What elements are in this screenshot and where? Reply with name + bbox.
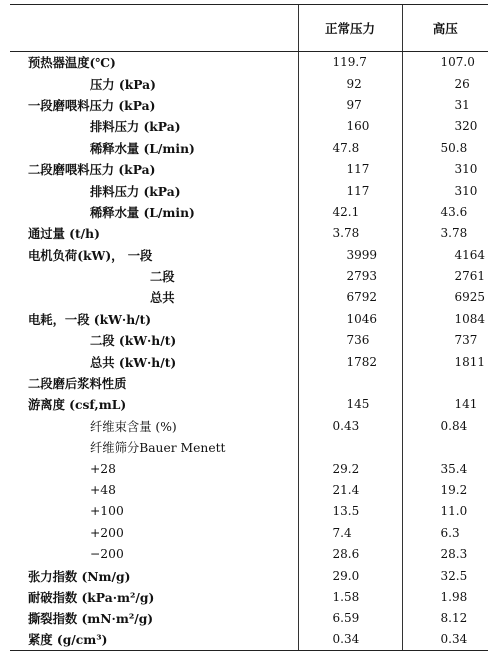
row-label-text: 排料压力 (kPa) [90, 119, 181, 135]
value-normal [298, 372, 402, 393]
header-row [10, 5, 488, 52]
value-high: 50.8 [402, 137, 488, 158]
value-normal: 0.34 [298, 629, 402, 650]
table-row [10, 415, 488, 436]
table-row [10, 265, 488, 286]
value-normal: 6.59 [298, 608, 402, 629]
value-high: 28.3 [402, 543, 488, 564]
value-high: 26 [402, 73, 488, 94]
row-label-text: +28 [90, 461, 116, 476]
table-row [10, 52, 488, 73]
row-label [10, 201, 298, 222]
row-label-text: 纤维束含量 (%) [90, 419, 177, 434]
row-label [10, 543, 298, 564]
value-normal: 1782 [298, 351, 402, 372]
table-row [10, 543, 488, 564]
value-high: 107.0 [402, 52, 488, 73]
value-high: 8.12 [402, 608, 488, 629]
value-high: 737 [402, 330, 488, 351]
row-label [10, 608, 298, 629]
value-high: 43.6 [402, 201, 488, 222]
table-row [10, 437, 488, 458]
value-normal: 13.5 [298, 501, 402, 522]
value-normal: 1046 [298, 308, 402, 329]
row-label-text: 二段磨后浆料性质 [28, 376, 127, 392]
row-label-text: 二段磨喂料压力 (kPa) [28, 162, 156, 178]
value-normal: 29.0 [298, 565, 402, 586]
value-normal: 21.4 [298, 479, 402, 500]
table-header [10, 5, 488, 52]
row-label [10, 437, 298, 458]
row-label [10, 586, 298, 607]
row-label [10, 501, 298, 522]
value-normal: 42.1 [298, 201, 402, 222]
value-high [402, 437, 488, 458]
table-row [10, 137, 488, 158]
table-row [10, 158, 488, 179]
row-label-text: 电机负荷(kW)， 一段 [28, 247, 153, 263]
value-high: 6925 [402, 287, 488, 308]
row-label [10, 479, 298, 500]
value-high: 2761 [402, 265, 488, 286]
row-label-text: 一段磨喂料压力 (kPa) [28, 97, 156, 113]
row-label-text: 总共 [150, 290, 175, 306]
value-normal: 2793 [298, 265, 402, 286]
row-label-text: 游离度 (csf,mL) [28, 397, 127, 413]
table-row [10, 244, 488, 265]
row-label [10, 565, 298, 586]
row-label [10, 116, 298, 137]
table-row [10, 330, 488, 351]
value-high: 310 [402, 180, 488, 201]
row-label [10, 287, 298, 308]
table-row [10, 586, 488, 607]
table-row [10, 180, 488, 201]
value-normal: 160 [298, 116, 402, 137]
row-label [10, 73, 298, 94]
header-normal-pressure: 正常压力 [298, 5, 402, 52]
value-high: 0.34 [402, 629, 488, 650]
value-normal: 117 [298, 158, 402, 179]
table-row [10, 308, 488, 329]
value-normal: 3.78 [298, 223, 402, 244]
row-label [10, 244, 298, 265]
value-normal: 119.7 [298, 52, 402, 73]
value-high: 11.0 [402, 501, 488, 522]
table-row [10, 522, 488, 543]
header-high-pressure: 高压 [402, 5, 488, 52]
table-row [10, 73, 488, 94]
row-label-text: +48 [90, 483, 116, 497]
comparison-table [10, 4, 488, 651]
row-label [10, 458, 298, 479]
value-high: 6.3 [402, 522, 488, 543]
row-label-text: 纤维筛分Bauer Menett [90, 441, 226, 456]
value-high: 1084 [402, 308, 488, 329]
value-high: 1811 [402, 351, 488, 372]
row-label-text: 预热器温度(℃) [28, 55, 116, 71]
row-label [10, 223, 298, 244]
table-row [10, 287, 488, 308]
value-high: 3.78 [402, 223, 488, 244]
table-row [10, 94, 488, 115]
row-label [10, 52, 298, 73]
table-row [10, 372, 488, 393]
value-normal: 117 [298, 180, 402, 201]
row-label [10, 94, 298, 115]
value-high: 310 [402, 158, 488, 179]
value-high [402, 372, 488, 393]
row-label [10, 308, 298, 329]
row-label-text: 排料压力 (kPa) [90, 183, 181, 199]
row-label-text: 稀释水量 (L/min) [90, 204, 195, 220]
table-row [10, 629, 488, 650]
value-high: 141 [402, 394, 488, 415]
row-label-text: +100 [90, 504, 124, 519]
table-row [10, 223, 488, 244]
row-label [10, 351, 298, 372]
row-label-text: 二段 (kW·h/t) [90, 333, 177, 349]
row-label-text: 紧度 (g/cm³) [28, 632, 108, 648]
table-row [10, 394, 488, 415]
value-normal: 3999 [298, 244, 402, 265]
row-label [10, 629, 298, 650]
table-row [10, 458, 488, 479]
row-label-text: 张力指数 (Nm/g) [28, 568, 131, 584]
row-label [10, 180, 298, 201]
row-label-text: 二段 [150, 269, 175, 285]
row-label [10, 394, 298, 415]
header-label-cell [10, 5, 298, 52]
row-label [10, 137, 298, 158]
row-label [10, 265, 298, 286]
row-label-text: 通过量 (t/h) [28, 226, 100, 242]
value-normal: 29.2 [298, 458, 402, 479]
table-row [10, 116, 488, 137]
value-normal: 736 [298, 330, 402, 351]
table-row [10, 501, 488, 522]
row-label-text: −200 [90, 547, 124, 562]
row-label [10, 372, 298, 393]
row-label-text: +200 [90, 525, 124, 540]
value-high: 31 [402, 94, 488, 115]
value-normal: 47.8 [298, 137, 402, 158]
value-normal: 6792 [298, 287, 402, 308]
value-normal: 1.58 [298, 586, 402, 607]
table-row [10, 608, 488, 629]
value-normal: 28.6 [298, 543, 402, 564]
row-label-text: 压力 (kPa) [90, 76, 156, 92]
row-label [10, 522, 298, 543]
row-label-text: 总共 (kW·h/t) [90, 354, 177, 370]
value-high: 35.4 [402, 458, 488, 479]
row-label-text: 撕裂指数 (mN·m²/g) [28, 611, 154, 627]
value-high: 0.84 [402, 415, 488, 436]
value-high: 4164 [402, 244, 488, 265]
value-normal: 7.4 [298, 522, 402, 543]
table-row [10, 351, 488, 372]
value-high: 19.2 [402, 479, 488, 500]
value-high: 320 [402, 116, 488, 137]
row-label [10, 158, 298, 179]
row-label-text: 稀释水量 (L/min) [90, 140, 195, 156]
value-normal: 145 [298, 394, 402, 415]
table-body [10, 52, 488, 651]
row-label [10, 415, 298, 436]
value-normal [298, 437, 402, 458]
value-high: 32.5 [402, 565, 488, 586]
value-normal: 92 [298, 73, 402, 94]
value-normal: 0.43 [298, 415, 402, 436]
table-row [10, 201, 488, 222]
row-label-text: 耐破指数 (kPa·m²/g) [28, 589, 155, 605]
row-label [10, 330, 298, 351]
value-high: 1.98 [402, 586, 488, 607]
table-row [10, 565, 488, 586]
value-normal: 97 [298, 94, 402, 115]
row-label-text: 电耗，一段 (kW·h/t) [28, 311, 152, 327]
table-row [10, 479, 488, 500]
